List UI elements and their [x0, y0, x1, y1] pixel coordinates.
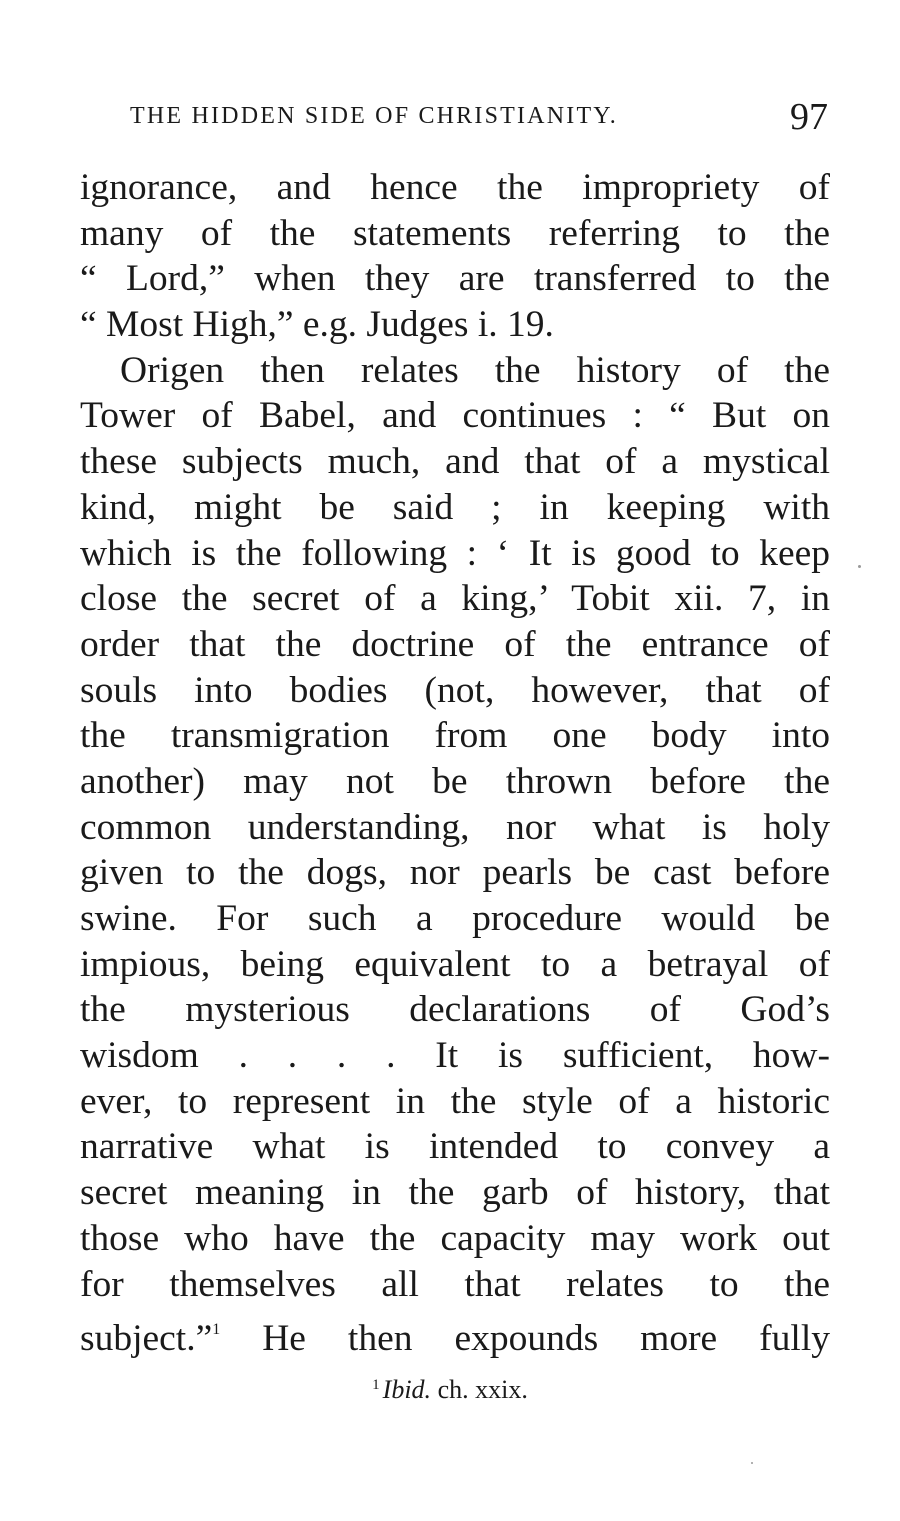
paragraph-start-line: Origen then relates the history of the [120, 349, 830, 391]
text-line: those who have the capacity may work out [80, 1217, 830, 1259]
text-line: these subjects much, and that of a mystical [80, 441, 830, 483]
text-line: secret meaning in the garb of history, that [80, 1172, 830, 1214]
footnote-reference-marker: 1 [212, 1321, 221, 1339]
text-line: the transmigration from one body into [80, 715, 830, 757]
text-line: narrative what is intended to convey a [80, 1126, 830, 1168]
footnote-reference-text: ch. xxix. [437, 1375, 528, 1404]
text-line: common understanding, nor what is holy [80, 806, 830, 848]
text-segment: He then expounds more fully [262, 1318, 830, 1360]
paper-speck [858, 565, 861, 568]
page-number: 97 [790, 96, 828, 138]
text-line: swine. For such a procedure would be [80, 898, 830, 939]
footnote-marker: 1 [372, 1377, 380, 1393]
text-line: many of the statements referring to the [80, 212, 830, 254]
text-line: Tower of Babel, and continues : “ But on [80, 395, 830, 437]
text-line: kind, might be said ; in keeping with [80, 486, 830, 528]
text-line: another) may not be thrown before the [80, 760, 830, 802]
footnote [0, 1375, 900, 1405]
text-line: close the secret of a king,’ Tobit xii. 7, in [80, 578, 830, 620]
text-line: impious, being equivalent to a betrayal of [80, 943, 830, 985]
text-line: which is the following : ‘ It is good to keep [80, 532, 830, 574]
text-line: ever, to represent in the style of a historic [80, 1080, 830, 1122]
text-segment: subject.” [80, 1318, 213, 1360]
last-text-line [80, 1307, 830, 1360]
text-line: “ Most High,” e.g. Judges i. 19. [80, 304, 554, 346]
text-line: the mysterious declarations of God’s [80, 989, 830, 1031]
paper-speck [751, 1462, 753, 1464]
text-line: “ Lord,” when they are transferred to the [80, 258, 830, 300]
running-title: THE HIDDEN SIDE OF CHRISTIANITY. [130, 103, 618, 129]
text-line: ignorance, and hence the impropriety of [80, 167, 830, 208]
text-line: for themselves all that relates to the [80, 1263, 830, 1305]
text-line: order that the doctrine of the entrance of [80, 623, 830, 665]
footnote-reference-italic: Ibid. [382, 1375, 432, 1404]
text-line: wisdom . . . . It is sufficient, how- [80, 1035, 830, 1077]
running-head [130, 95, 830, 145]
text-line: souls into bodies (not, however, that of [80, 669, 830, 711]
text-line: given to the dogs, nor pearls be cast before [80, 852, 830, 894]
body-text [80, 165, 830, 1360]
